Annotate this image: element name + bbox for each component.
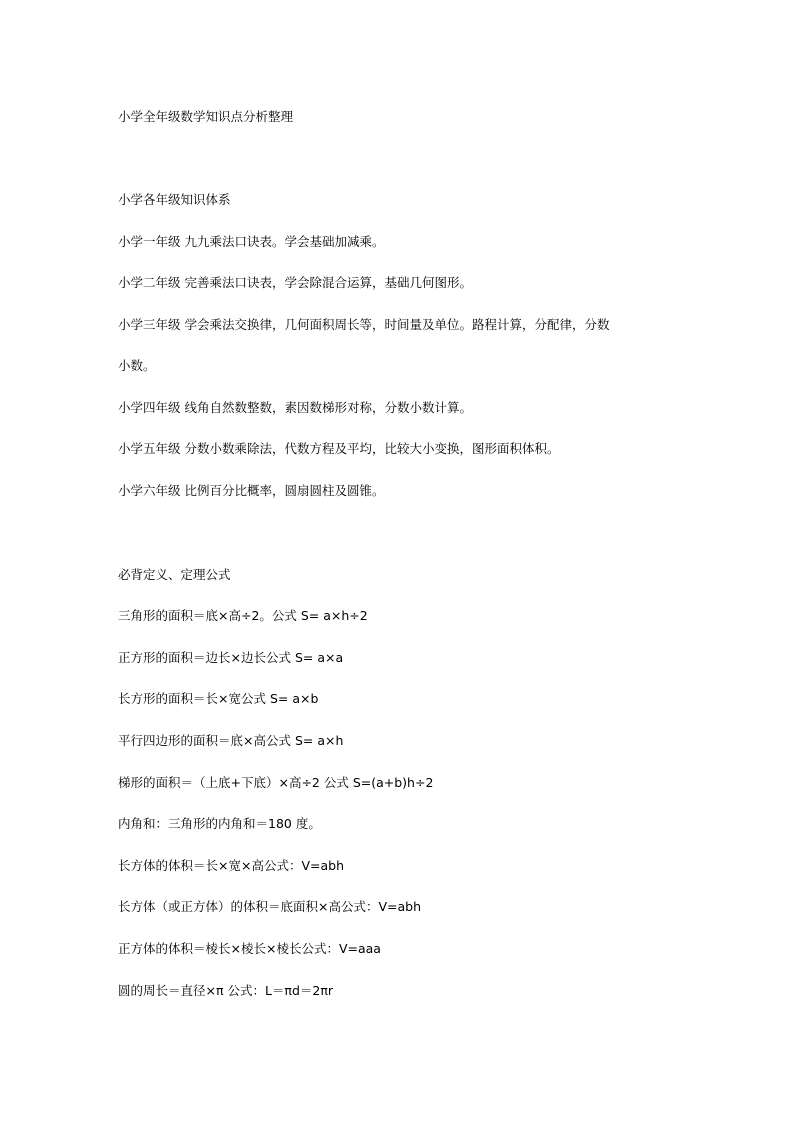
- grade-5-line: 小学五年级 分数小数乘除法，代数方程及平均，比较大小变换，图形面积体积。: [118, 441, 560, 456]
- formula-cuboid-volume: 长方体的体积＝长×宽×高公式：V=abh: [118, 858, 344, 873]
- grade-6-line: 小学六年级 比例百分比概率，圆扇圆柱及圆锥。: [118, 483, 385, 498]
- formula-square-area: 正方形的面积＝边长×边长公式 S= a×a: [118, 650, 344, 665]
- formula-cube-volume: 正方体的体积＝棱长×棱长×棱长公式：V=aaa: [118, 941, 381, 956]
- formula-parallelogram-area: 平行四边形的面积＝底×高公式 S= a×h: [118, 733, 344, 748]
- formula-triangle-angles: 内角和：三角形的内角和＝180 度。: [118, 816, 321, 831]
- formula-cuboid-cube-volume: 长方体（或正方体）的体积＝底面积×高公式：V=abh: [118, 899, 422, 914]
- grade-4-line: 小学四年级 线角自然数整数，素因数梯形对称，分数小数计算。: [118, 400, 472, 415]
- document-title: 小学全年级数学知识点分析整理: [118, 109, 294, 124]
- section-heading-formulas: 必背定义、定理公式: [118, 567, 231, 582]
- section-heading-grade-system: 小学各年级知识体系: [118, 192, 231, 207]
- grade-1-line: 小学一年级 九九乘法口诀表。学会基础加减乘。: [118, 234, 385, 249]
- formula-trapezoid-area: 梯形的面积＝（上底+下底）×高÷2 公式 S=(a+b)h÷2: [118, 775, 434, 790]
- formula-rectangle-area: 长方形的面积＝长×宽公式 S= a×b: [118, 691, 319, 706]
- grade-3-line: 小学三年级 学会乘法交换律，几何面积周长等，时间量及单位。路程计算，分配律，分数: [118, 317, 610, 332]
- formula-triangle-area: 三角形的面积＝底×高÷2。公式 S= a×h÷2: [118, 608, 368, 623]
- grade-2-line: 小学二年级 完善乘法口诀表，学会除混合运算，基础几何图形。: [118, 275, 472, 290]
- grade-3-line-continued: 小数。: [118, 358, 156, 373]
- formula-circle-circumference: 圆的周长＝直径×π 公式：L＝πd＝2πr: [118, 983, 334, 998]
